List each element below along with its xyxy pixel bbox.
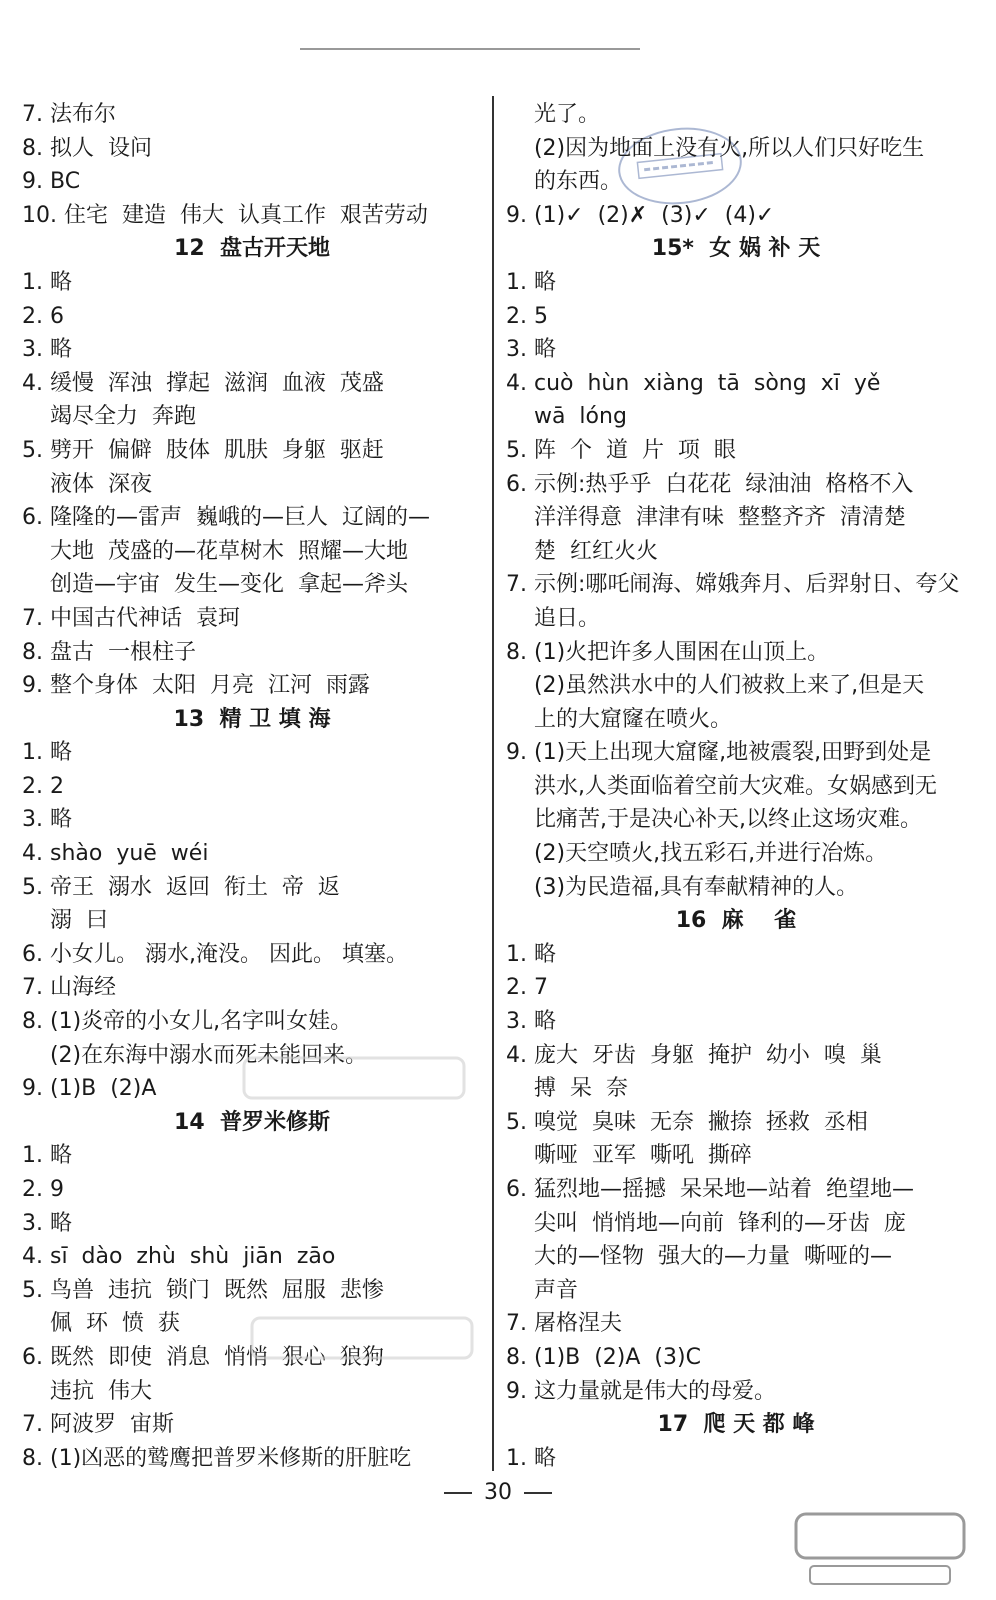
- answer-line: (2)在东海中溺水而死未能回来。: [22, 1042, 368, 1068]
- answer-line: 7. 阿波罗 宙斯: [22, 1412, 174, 1438]
- lesson-heading: 13 精 卫 填 海: [173, 706, 331, 732]
- answer-line: 8. 拟人 设问: [22, 135, 152, 161]
- answer-line: (2)因为地面上没有火,所以人们只好吃生: [506, 135, 925, 161]
- page-footer: [0, 1480, 996, 1505]
- answer-line: 9. (1)✓ (2)✗ (3)✓ (4)✓: [506, 202, 775, 228]
- answer-line: 2. 7: [506, 975, 548, 1001]
- answer-line: 3. 略: [22, 807, 72, 833]
- answer-line: 5. 帝王 溺水 返回 衔土 帝 返: [22, 874, 340, 900]
- lesson-heading: 17 爬 天 都 峰: [657, 1412, 815, 1438]
- answer-line: 溺 曰: [22, 908, 108, 934]
- answer-line: 4. shào yuē wéi: [22, 841, 209, 867]
- answer-line: 2. 2: [22, 773, 64, 799]
- right-column: [506, 98, 966, 1475]
- page-number: 30: [484, 1480, 512, 1505]
- answer-line: 4. cuò hùn xiàng tā sòng xī yě: [506, 370, 881, 396]
- answer-line: 大地 茂盛的—花草树木 照耀—大地: [22, 538, 408, 564]
- answer-line: 比痛苦,于是决心补天,以终止这场灾难。: [506, 807, 922, 833]
- footer-dash: [444, 1492, 472, 1494]
- corner-logo: [790, 1508, 970, 1594]
- watermark: [240, 1048, 470, 1121]
- answer-line: 9. 这力量就是伟大的母爱。: [506, 1378, 776, 1404]
- answer-line: 3. 略: [22, 1210, 72, 1236]
- answer-line: 洋洋得意 津津有味 整整齐齐 清清楚: [506, 505, 906, 531]
- answer-line: 的东西。: [506, 169, 622, 195]
- answer-line: 尖叫 悄悄地—向前 锋利的—牙齿 庞: [506, 1210, 906, 1236]
- answer-line: 2. 6: [22, 303, 64, 329]
- answer-line: 1. 略: [22, 1143, 72, 1169]
- lesson-heading: 16 麻 雀: [675, 908, 797, 934]
- answer-line: 1. 略: [506, 269, 556, 295]
- answer-line: 嘶哑 亚军 嘶吼 撕碎: [506, 1143, 752, 1169]
- answer-line: 楚 红红火火: [506, 538, 658, 564]
- left-column: [22, 98, 482, 1475]
- answer-line: 8. (1)炎帝的小女儿,名字叫女娃。: [22, 1009, 353, 1035]
- answer-line: (2)虽然洪水中的人们被救上来了,但是天: [506, 673, 925, 699]
- answer-line: 1. 略: [22, 269, 72, 295]
- answer-line: 8. (1)凶恶的鹫鹰把普罗米修斯的肝脏吃: [22, 1445, 412, 1471]
- answer-line: 6. 猛烈地—摇撼 呆呆地—站着 绝望地—: [506, 1177, 914, 1202]
- answer-line: 6. 隆隆的—雷声 巍峨的—巨人 辽阔的—: [22, 505, 430, 531]
- answer-line: 大的—怪物 强大的—力量 嘶哑的—: [506, 1244, 892, 1270]
- answer-line: 5. 劈开 偏僻 肢体 肌肤 身躯 驱赶: [22, 437, 384, 463]
- answer-line: 4. 缓慢 浑浊 撑起 滋润 血液 茂盛: [22, 370, 384, 396]
- answer-line: 8. (1)火把许多人围困在山顶上。: [506, 639, 830, 665]
- answer-line: 4. sī dào zhù shù jiān zāo: [22, 1244, 336, 1270]
- answer-line: 7. 示例:哪吒闹海、嫦娥奔月、后羿射日、夸父: [506, 572, 960, 598]
- answer-line: 追日。: [506, 605, 600, 631]
- answer-line: 9. (1)天上出现大窟窿,地被震裂,田野到处是: [506, 740, 932, 766]
- answer-line: 4. 庞大 牙齿 身躯 掩护 幼小 嗅 巢: [506, 1042, 882, 1068]
- lesson-heading: 12 盘古开天地: [174, 236, 330, 262]
- lesson-heading: 14 普罗米修斯: [174, 1109, 330, 1135]
- answer-line: 竭尽全力 奔跑: [22, 404, 196, 430]
- footer-dash: [524, 1492, 552, 1494]
- watermark: [248, 1308, 478, 1381]
- answer-line: 洪水,人类面临着空前大灾难。女娲感到无: [506, 773, 937, 799]
- answer-line: 5. 阵 个 道 片 项 眼: [506, 437, 736, 463]
- answer-line: 6. 既然 即使 消息 悄悄 狠心 狼狗: [22, 1344, 384, 1370]
- answer-line: 9. BC: [22, 169, 81, 195]
- answer-line: 光了。: [506, 102, 600, 127]
- answer-line: (2)天空喷火,找五彩石,并进行冶炼。: [506, 841, 888, 867]
- answer-line: 5. 嗅觉 臭味 无奈 撇捺 拯救 丞相: [506, 1109, 868, 1135]
- answer-line: 1. 略: [22, 740, 72, 766]
- answer-line: 搏 呆 奈: [506, 1076, 628, 1102]
- answer-line: 7. 中国古代神话 袁珂: [22, 605, 240, 631]
- answer-line: 6. 示例:热乎乎 白花花 绿油油 格格不入: [506, 471, 914, 497]
- column-divider: [492, 96, 494, 1471]
- answer-line: 声音: [506, 1277, 578, 1303]
- answer-line: (3)为民造福,具有奉献精神的人。: [506, 874, 859, 900]
- lesson-heading: 15* 女 娲 补 天: [651, 236, 821, 262]
- answer-line: 违抗 伟大: [22, 1378, 152, 1404]
- answer-line: 7. 法布尔: [22, 102, 116, 127]
- answer-line: 1. 略: [506, 1445, 556, 1471]
- answer-line: 上的大窟窿在喷火。: [506, 706, 732, 732]
- answer-line: 9. 整个身体 太阳 月亮 江河 雨露: [22, 673, 370, 699]
- answer-line: 8. 盘古 一根柱子: [22, 639, 196, 665]
- answer-line: 5. 鸟兽 违抗 锁门 既然 屈服 悲惨: [22, 1277, 384, 1303]
- answer-line: 3. 略: [506, 337, 556, 363]
- answer-line: 2. 9: [22, 1177, 64, 1202]
- answer-line: 1. 略: [506, 941, 556, 967]
- answer-line: 7. 山海经: [22, 975, 116, 1001]
- answer-line: 8. (1)B (2)A (3)C: [506, 1344, 701, 1370]
- answer-line: 6. 小女儿。 溺水,淹没。 因此。 填塞。: [22, 941, 408, 967]
- answer-line: 7. 屠格涅夫: [506, 1311, 622, 1337]
- answer-line: 3. 略: [506, 1009, 556, 1035]
- answer-line: 创造—宇宙 发生—变化 拿起—斧头: [22, 572, 408, 598]
- header-rule: [300, 48, 640, 50]
- answer-line: 佩 环 愤 获: [22, 1311, 180, 1337]
- answer-line: 9. (1)B (2)A: [22, 1076, 157, 1102]
- answer-line: 2. 5: [506, 303, 548, 329]
- answer-line: 10. 住宅 建造 伟大 认真工作 艰苦劳动: [22, 202, 428, 228]
- answer-line: wā lóng: [506, 404, 627, 430]
- answer-line: 3. 略: [22, 337, 72, 363]
- answer-line: 液体 深夜: [22, 471, 152, 497]
